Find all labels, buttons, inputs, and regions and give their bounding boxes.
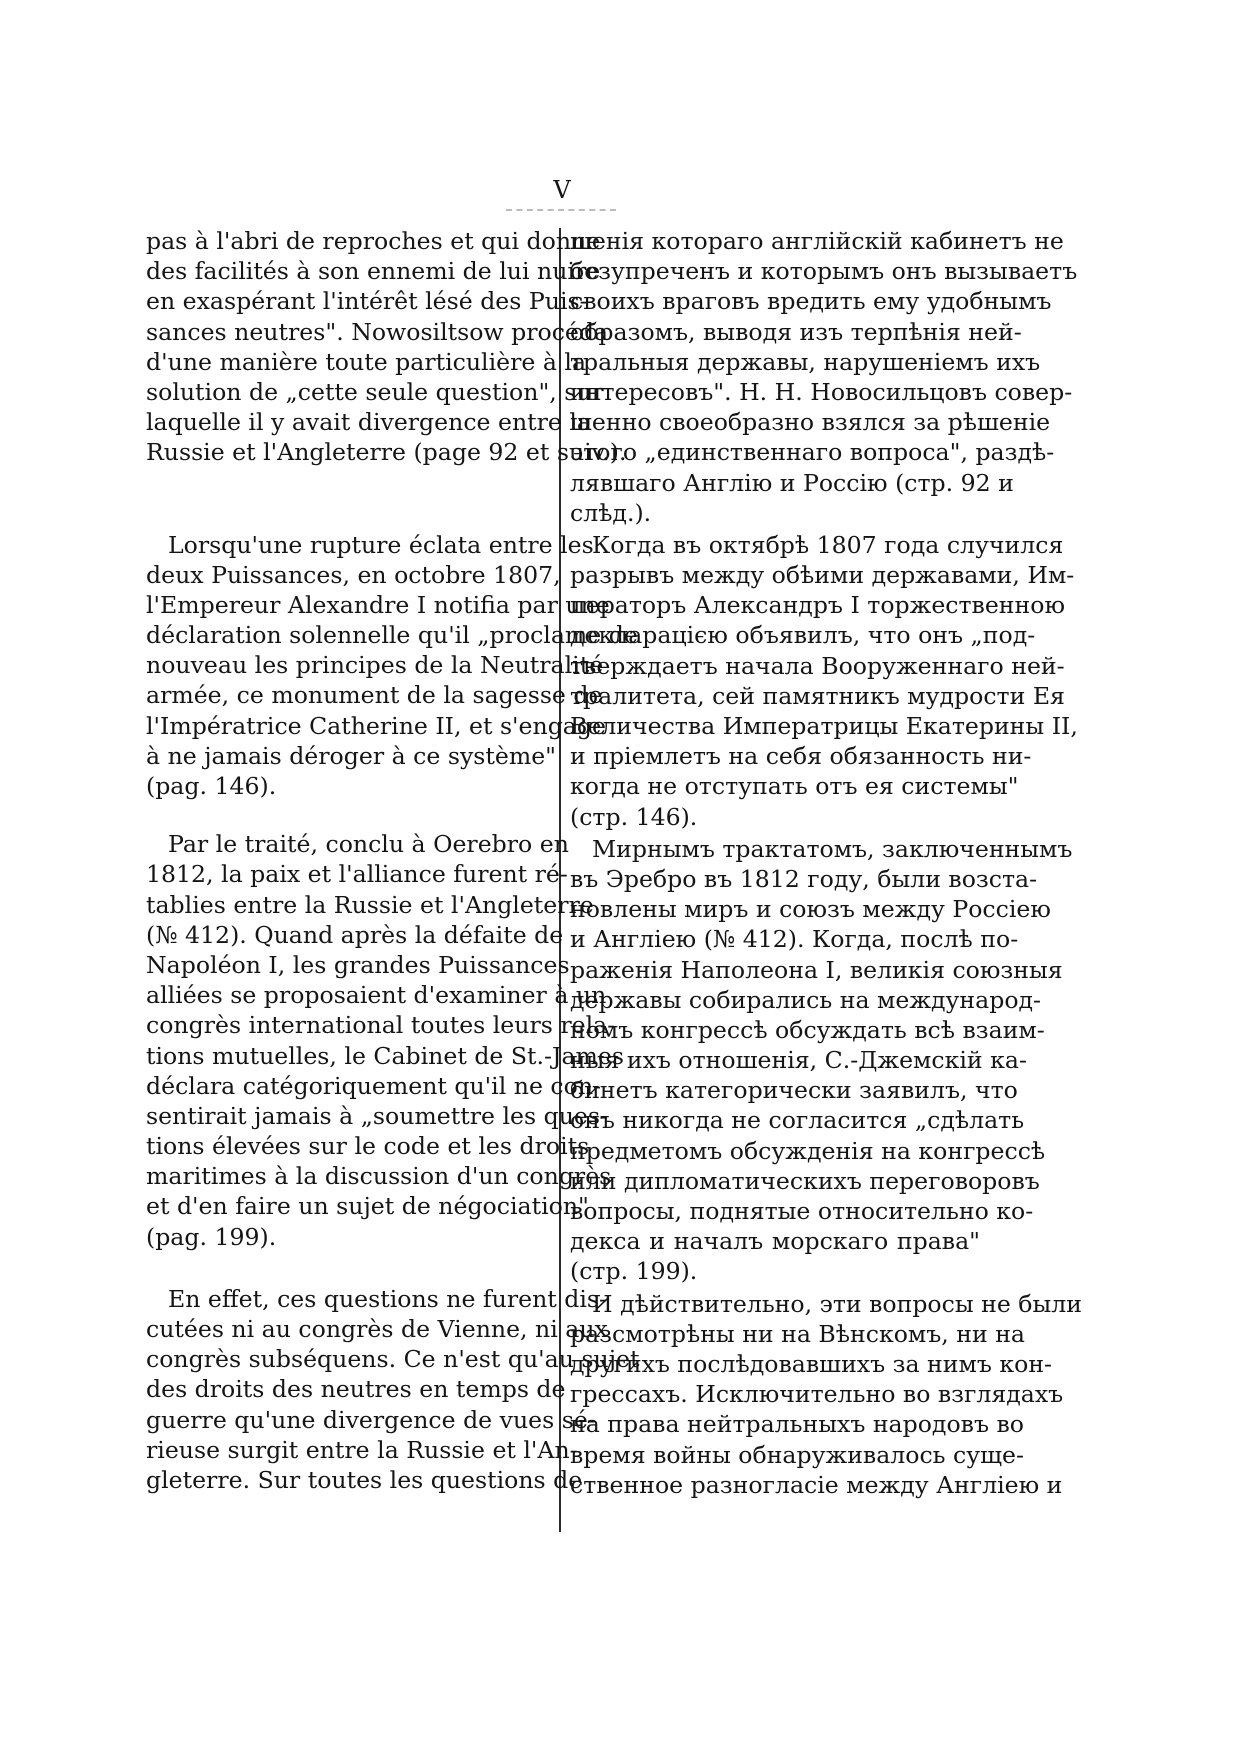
text-line: en exaspérant l'intérêt lésé des Puis- — [146, 287, 588, 316]
text-line: тральныя державы, нарушеніемъ ихъ — [570, 347, 1041, 376]
text-line: онъ никогда не согласится „сдѣлать — [570, 1106, 1025, 1135]
text-line: déclara catégoriquement qu'il ne con- — [146, 1071, 601, 1100]
text-line: раженія Наполеона I, великія союзныя — [570, 955, 1063, 984]
text-line: rieuse surgit entre la Russie et l'An- — [146, 1435, 578, 1464]
russian-paragraph-4 — [570, 1289, 1082, 1500]
text-line: 1812, la paix et l'alliance furent ré- — [146, 860, 568, 889]
russian-paragraph-1 — [570, 226, 1078, 528]
text-line: Par le traité, conclu à Oerebro en — [168, 830, 569, 859]
text-line: (стр. 199). — [570, 1257, 698, 1286]
text-line: tions mutuelles, le Cabinet de St.-James — [146, 1041, 624, 1070]
text-line: sentirait jamais à „soumettre les ques- — [146, 1101, 608, 1130]
russian-paragraph-3 — [570, 834, 1073, 1287]
text-line: et d'en faire un sujet de négociation" — [146, 1192, 589, 1221]
text-line: deux Puissances, en octobre 1807, — [146, 560, 561, 589]
text-line: tablies entre la Russie et l'Angleterre — [146, 890, 594, 919]
text-line: разрывъ между обѣими державами, Им- — [570, 561, 1075, 590]
text-line: nouveau les principes de la Neutralité — [146, 651, 604, 680]
text-line: (стр. 146). — [570, 802, 698, 831]
text-line: слѣд.). — [570, 498, 652, 527]
text-line: (pag. 199). — [146, 1222, 277, 1251]
page-number: V — [553, 176, 571, 204]
text-line: alliées se proposaient d'examiner à un — [146, 981, 607, 1010]
text-line: безупреченъ и которымъ онъ вызываетъ — [570, 257, 1078, 286]
text-line: (pag. 146). — [146, 772, 277, 800]
text-line: другихъ послѣдовавшихъ за нимъ кон- — [570, 1349, 1053, 1378]
text-line: шенія котораго англійскій кабинетъ не — [570, 227, 1064, 255]
text-line: gleterre. Sur toutes les questions de — [146, 1465, 583, 1494]
text-line: congrès international toutes leurs rela- — [146, 1011, 616, 1040]
text-line: En effet, ces questions ne furent dis- — [168, 1284, 608, 1313]
text-line: въ Эребро въ 1812 году, были возста- — [570, 864, 1038, 893]
text-line: déclaration solennelle qu'il „proclame de — [146, 621, 638, 650]
text-line: этого „единственнаго вопроса", раздѣ- — [570, 438, 1055, 467]
text-line: des droits des neutres en temps de — [146, 1375, 566, 1404]
text-line: Lorsqu'une rupture éclata entre les — [168, 530, 594, 559]
text-line: державы собирались на международ- — [570, 985, 1042, 1014]
text-line: Мирнымъ трактатомъ, заключеннымъ — [592, 834, 1073, 863]
text-line: шенно своеобразно взялся за рѣшеніе — [570, 408, 1051, 437]
text-line: лявшаго Англію и Россію (стр. 92 и — [570, 468, 1014, 497]
text-line: Величества Императрицы Екатерины II, — [570, 712, 1078, 740]
text-line: интересовъ". Н. Н. Новосильцовъ совер- — [570, 377, 1073, 406]
text-line: или дипломатическихъ переговоровъ — [570, 1166, 1040, 1195]
text-line: когда не отступать отъ ея системы" — [570, 772, 1019, 801]
text-line: cutées ni au congrès de Vienne, ni aux — [146, 1315, 608, 1343]
text-line: вопросы, поднятые относительно ко- — [570, 1197, 1034, 1225]
text-line: Russie et l'Angleterre (page 92 et suiv.). — [146, 438, 627, 467]
text-line: à ne jamais déroger à ce système" — [146, 741, 557, 770]
text-line: декса и началъ морскаго права" — [570, 1227, 980, 1256]
text-line: время войны обнаруживалось суще- — [570, 1440, 1024, 1469]
text-line: Когда въ октябрѣ 1807 года случился — [592, 530, 1064, 559]
text-line: d'une manière toute particulière à la — [146, 347, 587, 376]
text-line: ныя ихъ отношенія, С.-Джемскій ка- — [570, 1046, 1027, 1075]
text-line: образомъ, выводя изъ терпѣнія ней- — [570, 317, 1022, 346]
text-line: congrès subséquens. Ce n'est qu'au sujet — [146, 1345, 640, 1374]
text-line: armée, ce monument de la sagesse de — [146, 681, 603, 710]
text-line: sances neutres". Nowosiltsow procéda — [146, 317, 609, 346]
french-paragraph-4 — [146, 1284, 640, 1495]
text-line: pas à l'abri de reproches et qui donne — [146, 227, 601, 255]
text-line: maritimes à la discussion d'un congrès — [146, 1162, 612, 1191]
text-line: l'Impératrice Catherine II, et s'engage — [146, 711, 606, 740]
text-line: тралитета, сей памятникъ мудрости Ея — [570, 681, 1065, 710]
text-line: guerre qu'une divergence de vues sé- — [146, 1405, 596, 1434]
text-line: на права нейтральныхъ народовъ во — [570, 1410, 1024, 1439]
text-line: грессахъ. Исключительно во взглядахъ — [570, 1380, 1064, 1409]
text-line: тверждаетъ начала Вооруженнаго ней- — [570, 651, 1065, 680]
text-line: разсмотрѣны ни на Вѣнскомъ, ни на — [570, 1319, 1025, 1348]
text-line: ственное разногласіе между Англіею и — [570, 1470, 1063, 1499]
text-line: декларацією объявилъ, что онъ „под- — [570, 621, 1036, 650]
text-line: номъ конгрессѣ обсуждать всѣ взаим- — [570, 1015, 1045, 1044]
text-line: и пріемлетъ на себя обязанность ни- — [570, 742, 1032, 771]
text-line: ператоръ Александръ I торжественною — [570, 591, 1065, 620]
text-line: бинетъ категорически заявилъ, что — [570, 1076, 1018, 1105]
text-line: своихъ враговъ вредить ему удобнымъ — [570, 287, 1052, 316]
french-paragraph-2 — [146, 530, 638, 802]
text-line: solution de „cette seule question", sur — [146, 377, 603, 406]
text-line: (№ 412). Quand après la défaite de — [146, 920, 564, 949]
french-paragraph-1 — [146, 226, 627, 468]
russian-paragraph-2 — [570, 530, 1078, 832]
text-line: laquelle il y avait divergence entre la — [146, 408, 591, 437]
russian-column — [570, 226, 1082, 1500]
text-line: tions élevées sur le code et les droits — [146, 1132, 590, 1161]
text-line: предметомъ обсужденія на конгрессѣ — [570, 1136, 1046, 1165]
text-line: новлены миръ и союзъ между Россіею — [570, 895, 1051, 924]
text-line: И дѣйствительно, эти вопросы не были — [592, 1289, 1082, 1318]
text-line: Napoléon I, les grandes Puissances — [146, 950, 570, 979]
text-line: des facilités à son ennemi de lui nuire — [146, 257, 601, 286]
text-line: и Англіею (№ 412). Когда, послѣ по- — [570, 925, 1019, 954]
french-paragraph-3 — [146, 829, 624, 1252]
text-line: l'Empereur Alexandre I notifia par une — [146, 590, 610, 619]
header-rule — [506, 209, 616, 211]
